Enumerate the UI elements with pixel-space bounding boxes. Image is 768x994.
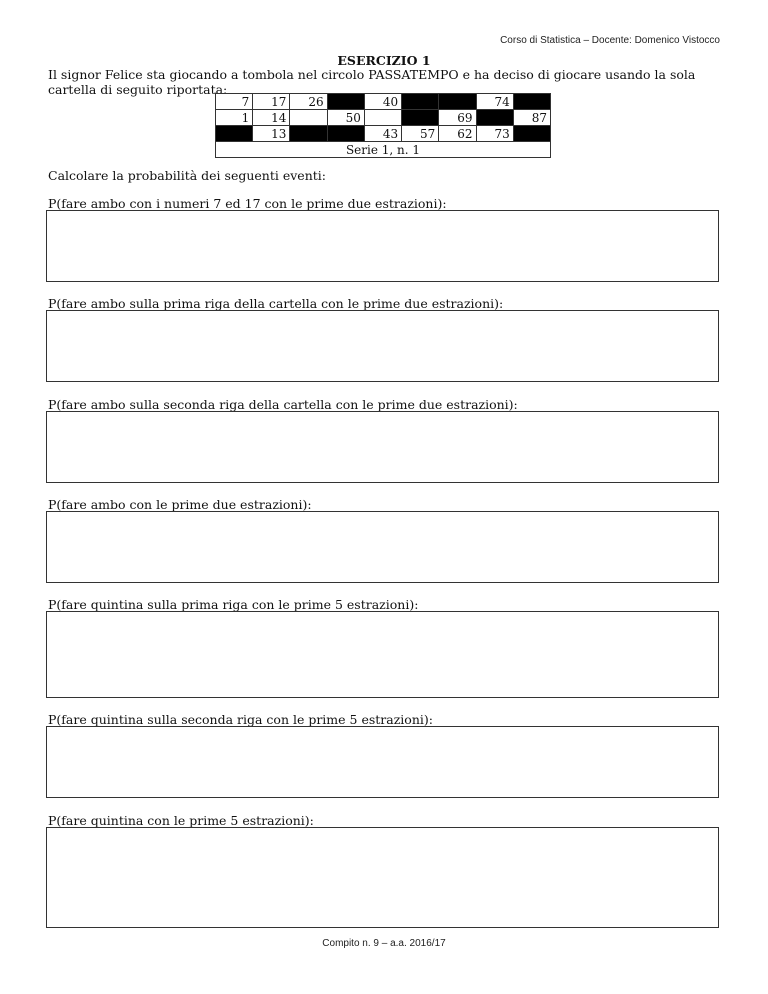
card-series-label: Serie 1, n. 1 (216, 142, 551, 158)
answer-box-1[interactable] (46, 210, 719, 282)
question-2-label: P(fare ambo sulla prima riga della cartella con le prime due estrazioni): (48, 296, 504, 311)
question-6-label: P(fare quintina sulla seconda riga con le prime 5 estrazioni): (48, 712, 433, 727)
card-cell (290, 110, 327, 126)
card-cell-blank (513, 126, 550, 142)
answer-box-3[interactable] (46, 411, 719, 483)
question-5-label: P(fare quintina sulla prima riga con le prime 5 estrazioni): (48, 597, 419, 612)
card-row-2 (216, 110, 551, 126)
card-cell-blank (327, 126, 364, 142)
card-cell: 14 (253, 110, 290, 126)
card-cell: 26 (290, 94, 327, 110)
card-cell-blank (327, 94, 364, 110)
question-3-label: P(fare ambo sulla seconda riga della cartella con le prime due estrazioni): (48, 397, 518, 412)
page-header: Corso di Statistica – Docente: Domenico Vistocco (500, 35, 720, 46)
answer-box-4[interactable] (46, 511, 719, 583)
answer-box-7[interactable] (46, 827, 719, 928)
card-cell: 69 (439, 110, 476, 126)
page-footer: Compito n. 9 – a.a. 2016/17 (322, 938, 446, 949)
card-cell-blank (439, 94, 476, 110)
card-cell: 74 (476, 94, 513, 110)
card-cell-blank (513, 94, 550, 110)
card-cell: 62 (439, 126, 476, 142)
card-cell-blank (402, 94, 439, 110)
exercise-intro: Il signor Felice sta giocando a tombola nel circolo PASSATEMPO e ha deciso di giocare usando la sola cartella di seguito riportata: (48, 67, 696, 97)
card-cell: 13 (253, 126, 290, 142)
card-cell: 87 (513, 110, 550, 126)
card-cell: 50 (327, 110, 364, 126)
answer-box-2[interactable] (46, 310, 719, 382)
card-row-1 (216, 94, 551, 110)
card-cell-blank (402, 110, 439, 126)
card-cell-blank (216, 126, 253, 142)
card-cell: 40 (364, 94, 401, 110)
tombola-card (215, 93, 551, 158)
card-cell: 17 (253, 94, 290, 110)
question-1-label: P(fare ambo con i numeri 7 ed 17 con le prime due estrazioni): (48, 196, 447, 211)
card-cell (364, 110, 401, 126)
card-cell: 57 (402, 126, 439, 142)
question-4-label: P(fare ambo con le prime due estrazioni): (48, 497, 312, 512)
answer-box-6[interactable] (46, 726, 719, 798)
card-row-3 (216, 126, 551, 142)
card-cell: 73 (476, 126, 513, 142)
card-cell-blank (290, 126, 327, 142)
exercise-title: ESERCIZIO 1 (337, 53, 431, 68)
card-cell-blank (476, 110, 513, 126)
card-footer-row (216, 142, 551, 158)
card-cell: 1 (216, 110, 253, 126)
card-cell: 7 (216, 94, 253, 110)
instruction-text: Calcolare la probabilità dei seguenti eventi: (48, 168, 326, 183)
question-7-label: P(fare quintina con le prime 5 estrazioni): (48, 813, 314, 828)
card-cell: 43 (364, 126, 401, 142)
answer-box-5[interactable] (46, 611, 719, 698)
